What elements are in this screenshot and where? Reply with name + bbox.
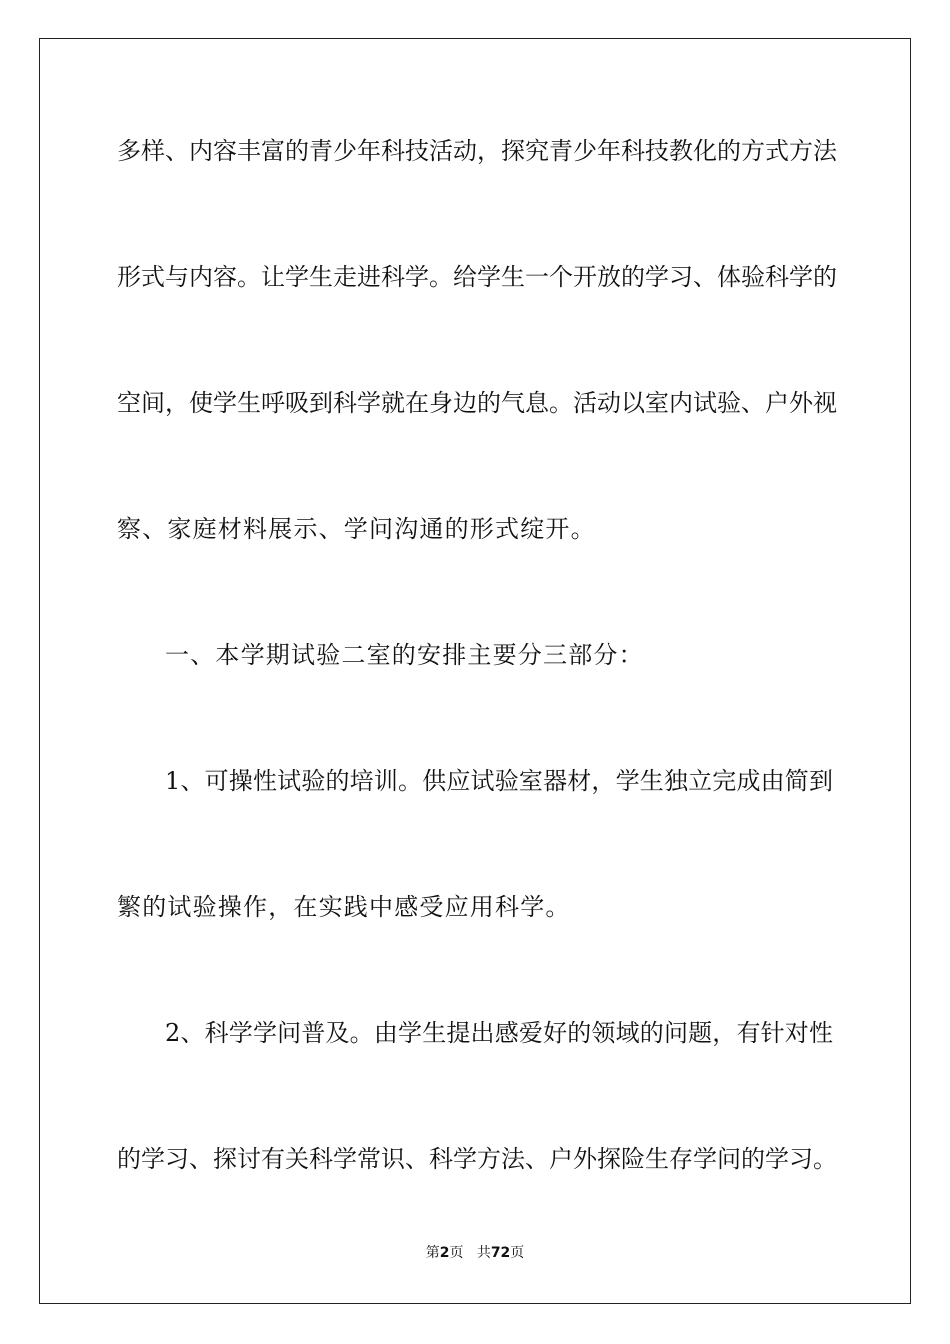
text-line-4: 察、家庭材料展示、学问沟通的形式绽开。 [117, 515, 596, 543]
text-line-item-2: 2、科学学问普及。由学生提出感爱好的领域的问题，有针对性 [165, 1019, 833, 1047]
text-line-3: 空间，使学生呼吸到科学就在身边的气息。活动以室内试验、户外视 [117, 389, 837, 417]
page-border [39, 38, 911, 1304]
page-footer [0, 1244, 950, 1262]
footer-page-suffix: 页 [449, 1245, 464, 1261]
footer-page-number: 2 [439, 1245, 450, 1261]
footer-total-suffix: 页 [510, 1245, 525, 1261]
text-line-2: 形式与内容。让学生走进科学。给学生一个开放的学习、体验科学的 [117, 263, 837, 291]
footer-total-prefix: 共 [476, 1245, 491, 1261]
text-line-item-1: 1、可操性试验的培训。供应试验室器材，学生独立完成由简到 [165, 767, 833, 795]
footer-total-pages: 72 [490, 1245, 511, 1261]
text-line-item-1-cont: 繁的试验操作，在实践中感受应用科学。 [117, 893, 571, 921]
footer-page-prefix: 第 [425, 1245, 440, 1261]
section-heading: 一、本学期试验二室的安排主要分三部分： [165, 641, 644, 669]
text-line-item-2-cont: 的学习、探讨有关科学常识、科学方法、户外探险生存学问的学习。 [117, 1145, 837, 1173]
text-line-1: 多样、内容丰富的青少年科技活动，探究青少年科技教化的方式方法 [117, 137, 837, 165]
